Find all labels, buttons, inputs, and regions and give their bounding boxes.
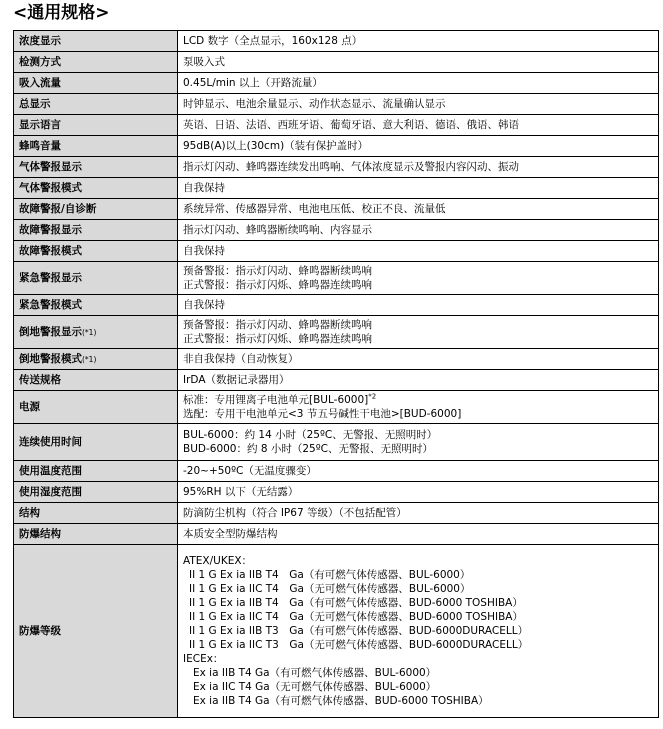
row-value: 非自我保持（自动恢复） — [178, 349, 659, 370]
table-row — [14, 391, 659, 424]
table-row — [14, 524, 659, 545]
row-value: 指示灯闪动、蜂鸣器连续发出鸣响、气体浓度显示及警报内容闪动、振动 — [178, 157, 659, 178]
row-value: 本质安全型防爆结构 — [178, 524, 659, 545]
table-row — [14, 31, 659, 52]
row-value: 自我保持 — [178, 241, 659, 262]
table-row — [14, 316, 659, 349]
footnote-mark: *2 — [368, 392, 377, 401]
table-row — [14, 461, 659, 482]
row-value: 95%RH 以下（无结露） — [178, 482, 659, 503]
value-line: Ex ia IIB T4 Ga（有可燃气体传感器、BUD-6000 TOSHIBA） — [193, 695, 489, 707]
row-value: 英语、日语、法语、西班牙语、葡萄牙语、意大利语、德语、俄语、韩语 — [178, 115, 659, 136]
row-key: 气体警报显示 — [14, 157, 178, 178]
value-line: 正式警报：指示灯闪烁、蜂鸣器连续鸣响 — [183, 333, 372, 345]
row-value — [178, 391, 659, 424]
row-key: 故障警报/自诊断 — [14, 199, 178, 220]
value-line: 选配：专用干电池单元<3 节五号碱性干电池>[BUD-6000] — [183, 408, 462, 420]
row-key: 显示语言 — [14, 115, 178, 136]
row-key: 连续使用时间 — [14, 424, 178, 461]
value-line: IECEx： — [183, 653, 224, 665]
table-row — [14, 94, 659, 115]
row-key: 总显示 — [14, 94, 178, 115]
row-value: LCD 数字（全点显示，160x128 点） — [178, 31, 659, 52]
row-key: 传送规格 — [14, 370, 178, 391]
row-key: 使用湿度范围 — [14, 482, 178, 503]
table-row — [14, 157, 659, 178]
value-line: II 1 G Ex ia IIB T3 Ga（有可燃气体传感器、BUD-6000DURACELL） — [189, 625, 529, 637]
value-line: 预备警报：指示灯闪动、蜂鸣器断续鸣响 — [183, 319, 372, 331]
value-line: BUD-6000：约 8 小时（25ºC、无警报、无照明时） — [183, 443, 433, 455]
row-key: 防爆结构 — [14, 524, 178, 545]
row-key: 故障警报显示 — [14, 220, 178, 241]
table-row — [14, 241, 659, 262]
row-key: 蜂鸣音量 — [14, 136, 178, 157]
spec-table — [13, 30, 659, 718]
row-key: 浓度显示 — [14, 31, 178, 52]
row-key-label: 倒地警报模式 — [19, 352, 82, 365]
row-value: 泵吸入式 — [178, 52, 659, 73]
value-line: II 1 G Ex ia IIC T4 Ga（无可燃气体传感器、BUL-6000） — [189, 583, 471, 595]
value-line: 预备警报：指示灯闪动、蜂鸣器断续鸣响 — [183, 265, 372, 277]
table-row — [14, 482, 659, 503]
row-value — [178, 545, 659, 718]
value-line: II 1 G Ex ia IIC T3 Ga（无可燃气体传感器、BUD-6000DURACELL） — [189, 639, 529, 651]
row-key: 吸入流量 — [14, 73, 178, 94]
value-text: 标准：专用锂离子电池单元[BUL-6000] — [183, 394, 369, 406]
row-value: 自我保持 — [178, 178, 659, 199]
table-row — [14, 52, 659, 73]
table-row — [14, 136, 659, 157]
row-value: 时钟显示、电池余量显示、动作状态显示、流量确认显示 — [178, 94, 659, 115]
table-row — [14, 370, 659, 391]
value-line: II 1 G Ex ia IIC T4 Ga（无可燃气体传感器、BUD-6000 TOSHIBA） — [189, 611, 523, 623]
row-value: 自我保持 — [178, 295, 659, 316]
row-value: -20~+50ºC（无温度骤变） — [178, 461, 659, 482]
row-value — [178, 262, 659, 295]
row-value: 0.45L/min 以上（开路流量） — [178, 73, 659, 94]
table-row — [14, 503, 659, 524]
row-key: 故障警报模式 — [14, 241, 178, 262]
value-line: BUL-6000：约 14 小时（25ºC、无警报、无照明时） — [183, 429, 438, 441]
row-value: 95dB(A)以上(30cm)（装有保护盖时） — [178, 136, 659, 157]
row-value: IrDA（数据记录器用） — [178, 370, 659, 391]
row-key: 结构 — [14, 503, 178, 524]
footnote-mark: (*1) — [82, 327, 97, 337]
row-key: 气体警报模式 — [14, 178, 178, 199]
row-value: 指示灯闪动、蜂鸣器断续鸣响、内容显示 — [178, 220, 659, 241]
table-row — [14, 424, 659, 461]
row-value — [178, 424, 659, 461]
page-title: <通用规格> — [13, 3, 110, 23]
row-key: 电源 — [14, 391, 178, 424]
row-key — [14, 349, 178, 370]
value-line: II 1 G Ex ia IIB T4 Ga（有可燃气体传感器、BUD-6000 TOSHIBA） — [189, 597, 523, 609]
row-key: 紧急警报模式 — [14, 295, 178, 316]
row-value: 防滴防尘机构（符合 IP67 等级）（不包括配管） — [178, 503, 659, 524]
table-row — [14, 295, 659, 316]
table-row — [14, 73, 659, 94]
value-line — [183, 393, 658, 407]
table-row — [14, 220, 659, 241]
table-row — [14, 349, 659, 370]
table-row — [14, 178, 659, 199]
row-key: 检测方式 — [14, 52, 178, 73]
row-value — [178, 316, 659, 349]
row-key — [14, 316, 178, 349]
row-key-label: 倒地警报显示 — [19, 325, 82, 338]
table-row — [14, 262, 659, 295]
value-line: 正式警报：指示灯闪烁、蜂鸣器连续鸣响 — [183, 279, 372, 291]
footnote-mark: (*1) — [82, 354, 97, 364]
row-key: 紧急警报显示 — [14, 262, 178, 295]
row-key: 防爆等级 — [14, 545, 178, 718]
row-key: 使用温度范围 — [14, 461, 178, 482]
value-line: Ex ia IIB T4 Ga（有可燃气体传感器、BUL-6000） — [193, 667, 437, 679]
value-line: Ex ia IIC T4 Ga（无可燃气体传感器、BUL-6000） — [193, 681, 437, 693]
table-row — [14, 545, 659, 718]
value-line: ATEX/UKEX： — [183, 555, 253, 567]
row-value: 系统异常、传感器异常、电池电压低、校正不良、流量低 — [178, 199, 659, 220]
value-line: II 1 G Ex ia IIB T4 Ga（有可燃气体传感器、BUL-6000） — [189, 569, 471, 581]
table-row — [14, 199, 659, 220]
table-row — [14, 115, 659, 136]
